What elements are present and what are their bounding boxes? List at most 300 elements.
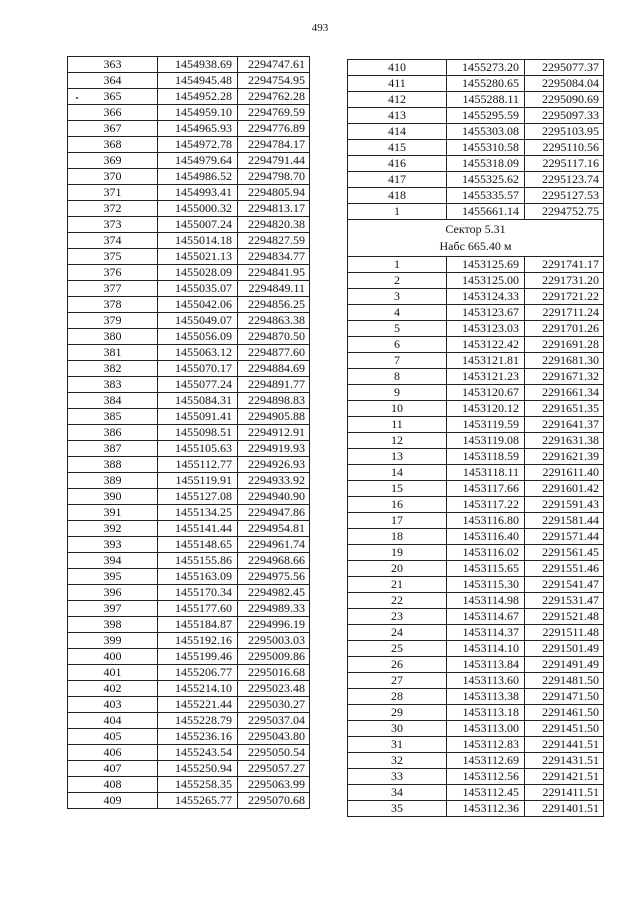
point-number-cell: 29 [348,705,447,721]
table-row [68,201,310,217]
table-row [68,121,310,137]
table-row [348,513,604,529]
x-coordinate-cell: 1453112.83 [447,737,525,753]
point-number-cell: 24 [348,625,447,641]
point-number-cell: 383 [68,377,158,393]
x-coordinate-cell: 1455265.77 [158,793,238,809]
y-coordinate-cell: 2291521.48 [525,609,604,625]
table-row [68,281,310,297]
y-coordinate-cell: 2294912.91 [238,425,310,441]
table-row [348,641,604,657]
x-coordinate-cell: 1455148.65 [158,537,238,553]
table-row [68,729,310,745]
table-row [68,633,310,649]
table-row [68,793,310,809]
y-coordinate-cell: 2294919.93 [238,441,310,457]
point-number-cell: 31 [348,737,447,753]
table-row [348,140,604,156]
point-number-cell: 9 [348,385,447,401]
point-number-cell: 418 [348,188,447,204]
y-coordinate-cell: 2294954.81 [238,521,310,537]
x-coordinate-cell: 1454945.48 [158,73,238,89]
x-coordinate-cell: 1455310.58 [447,140,525,156]
table-row [348,737,604,753]
point-number-cell: 411 [348,76,447,92]
x-coordinate-cell: 1453115.65 [447,561,525,577]
x-coordinate-cell: 1454959.10 [158,105,238,121]
x-coordinate-cell: 1453112.45 [447,785,525,801]
x-coordinate-cell: 1455155.86 [158,553,238,569]
x-coordinate-cell: 1453113.00 [447,721,525,737]
y-coordinate-cell: 2291491.49 [525,657,604,673]
table-row [68,713,310,729]
y-coordinate-cell: 2291691.28 [525,337,604,353]
x-coordinate-cell: 1455288.11 [447,92,525,108]
y-coordinate-cell: 2291621.39 [525,449,604,465]
x-coordinate-cell: 1455007.24 [158,217,238,233]
table-row [348,321,604,337]
table-row [68,249,310,265]
y-coordinate-cell: 2295084.04 [525,76,604,92]
table-row [68,89,310,105]
y-coordinate-cell: 2291611.40 [525,465,604,481]
x-coordinate-cell: 1455199.46 [158,649,238,665]
y-coordinate-cell: 2291671.32 [525,369,604,385]
y-coordinate-cell: 2295123.74 [525,172,604,188]
y-coordinate-cell: 2295023.48 [238,681,310,697]
point-number-cell: 405 [68,729,158,745]
x-coordinate-cell: 1455303.08 [447,124,525,140]
x-coordinate-cell: 1455280.65 [447,76,525,92]
x-coordinate-cell: 1454993.41 [158,185,238,201]
point-number-cell: 391 [68,505,158,521]
y-coordinate-cell: 2291571.44 [525,529,604,545]
table-row [348,609,604,625]
x-coordinate-cell: 1453113.18 [447,705,525,721]
point-number-cell: 10 [348,401,447,417]
point-number-cell: 14 [348,465,447,481]
table-row [68,649,310,665]
point-number-cell: 4 [348,305,447,321]
x-coordinate-cell: 1454938.69 [158,57,238,73]
y-coordinate-cell: 2295043.80 [238,729,310,745]
table-row [68,313,310,329]
x-coordinate-cell: 1455236.16 [158,729,238,745]
table-row [348,465,604,481]
table-row [68,473,310,489]
table-row [68,617,310,633]
y-coordinate-cell: 2291501.49 [525,641,604,657]
y-coordinate-cell: 2295097.33 [525,108,604,124]
point-number-cell: 370 [68,169,158,185]
x-coordinate-cell: 1455295.59 [447,108,525,124]
x-coordinate-cell: 1455661.14 [447,204,525,220]
x-coordinate-cell: 1453118.11 [447,465,525,481]
y-coordinate-cell: 2294870.50 [238,329,310,345]
x-coordinate-cell: 1455098.51 [158,425,238,441]
y-coordinate-cell: 2294834.77 [238,249,310,265]
y-coordinate-cell: 2291701.26 [525,321,604,337]
point-number-cell: 375 [68,249,158,265]
y-coordinate-cell: 2291561.45 [525,545,604,561]
x-coordinate-cell: 1455141.44 [158,521,238,537]
x-coordinate-cell: 1455258.35 [158,777,238,793]
table-row [68,489,310,505]
x-coordinate-cell: 1453125.00 [447,273,525,289]
point-number-cell: 409 [68,793,158,809]
point-number-cell: 22 [348,593,447,609]
point-number-cell: 35 [348,801,447,817]
y-coordinate-cell: 2295117.16 [525,156,604,172]
table-row [68,377,310,393]
table-row [68,137,310,153]
y-coordinate-cell: 2294791.44 [238,153,310,169]
point-number-cell: 32 [348,753,447,769]
point-number-cell: 416 [348,156,447,172]
table-row [68,521,310,537]
point-number-cell: 395 [68,569,158,585]
point-number-cell: 413 [348,108,447,124]
x-coordinate-cell: 1453121.81 [447,353,525,369]
point-number-cell: 382 [68,361,158,377]
point-number-cell: 381 [68,345,158,361]
x-coordinate-cell: 1453117.66 [447,481,525,497]
x-coordinate-cell: 1454972.78 [158,137,238,153]
table-row [68,345,310,361]
table-row [348,593,604,609]
point-number-cell: 13 [348,449,447,465]
point-number-cell: 415 [348,140,447,156]
point-number-cell: 34 [348,785,447,801]
table-row [68,105,310,121]
table-row [348,124,604,140]
x-coordinate-cell: 1453124.33 [447,289,525,305]
x-coordinate-cell: 1455091.41 [158,409,238,425]
point-number-cell: 379 [68,313,158,329]
x-coordinate-cell: 1453116.40 [447,529,525,545]
table-row [68,361,310,377]
point-number-cell: 367 [68,121,158,137]
y-coordinate-cell: 2295057.27 [238,761,310,777]
x-coordinate-cell: 1455163.09 [158,569,238,585]
table-row [68,393,310,409]
point-number-cell: 371 [68,185,158,201]
y-coordinate-cell: 2291551.46 [525,561,604,577]
point-number-cell: 380 [68,329,158,345]
x-coordinate-cell: 1453118.59 [447,449,525,465]
point-number-cell: 368 [68,137,158,153]
point-number-cell: 389 [68,473,158,489]
x-coordinate-cell: 1455042.06 [158,297,238,313]
point-number-cell: 374 [68,233,158,249]
table-row [68,505,310,521]
table-row [68,265,310,281]
y-coordinate-cell: 2294877.60 [238,345,310,361]
point-number-cell: 23 [348,609,447,625]
table-row [68,537,310,553]
point-number-cell: 7 [348,353,447,369]
y-coordinate-cell: 2291631.38 [525,433,604,449]
table-row [348,337,604,353]
point-number-cell: 407 [68,761,158,777]
point-number-cell: 390 [68,489,158,505]
x-coordinate-cell: 1455049.07 [158,313,238,329]
x-coordinate-cell: 1455070.17 [158,361,238,377]
point-number-cell: 18 [348,529,447,545]
point-number-cell: 2 [348,273,447,289]
table-row [68,73,310,89]
x-coordinate-cell: 1453112.56 [447,769,525,785]
table-row [348,705,604,721]
x-coordinate-cell: 1454986.52 [158,169,238,185]
point-number-cell: 408 [68,777,158,793]
x-coordinate-cell: 1455028.09 [158,265,238,281]
point-number-cell: 384 [68,393,158,409]
x-coordinate-cell: 1455325.62 [447,172,525,188]
table-row [348,401,604,417]
y-coordinate-cell: 2291451.50 [525,721,604,737]
table-row [348,529,604,545]
y-coordinate-cell: 2294762.28 [238,89,310,105]
x-coordinate-cell: 1455077.24 [158,377,238,393]
table-row [68,601,310,617]
x-coordinate-cell: 1455056.09 [158,329,238,345]
point-number-cell: 410 [348,60,447,76]
y-coordinate-cell: 2294776.89 [238,121,310,137]
point-number-cell: 27 [348,673,447,689]
y-coordinate-cell: 2294784.17 [238,137,310,153]
x-coordinate-cell: 1453123.03 [447,321,525,337]
point-number-cell: 378 [68,297,158,313]
x-coordinate-cell: 1453122.42 [447,337,525,353]
table-row [348,204,604,220]
table-row [348,481,604,497]
x-coordinate-cell: 1453114.10 [447,641,525,657]
x-coordinate-cell: 1455127.08 [158,489,238,505]
x-coordinate-cell: 1455318.09 [447,156,525,172]
x-coordinate-cell: 1455119.91 [158,473,238,489]
x-coordinate-cell: 1455000.32 [158,201,238,217]
table-row [68,441,310,457]
y-coordinate-cell: 2295070.68 [238,793,310,809]
point-number-cell: 11 [348,417,447,433]
table-row [348,156,604,172]
point-number-cell: 16 [348,497,447,513]
table-row [68,761,310,777]
y-coordinate-cell: 2291661.34 [525,385,604,401]
point-number-cell: 373 [68,217,158,233]
y-coordinate-cell: 2294856.25 [238,297,310,313]
point-number-cell: 402 [68,681,158,697]
y-coordinate-cell: 2294841.95 [238,265,310,281]
table-row [68,553,310,569]
point-number-cell: 28 [348,689,447,705]
point-number-cell: 6 [348,337,447,353]
table-row [68,409,310,425]
x-coordinate-cell: 1453112.69 [447,753,525,769]
y-coordinate-cell: 2294863.38 [238,313,310,329]
y-coordinate-cell: 2294968.66 [238,553,310,569]
table-row [68,777,310,793]
y-coordinate-cell: 2291431.51 [525,753,604,769]
table-row [348,188,604,204]
section-subtitle: Набс 665.40 м [439,239,512,253]
x-coordinate-cell: 1455192.16 [158,633,238,649]
point-number-cell: 398 [68,617,158,633]
y-coordinate-cell: 2295110.56 [525,140,604,156]
y-coordinate-cell: 2291741.17 [525,257,604,273]
table-row [348,689,604,705]
table-row [68,697,310,713]
table-row [68,745,310,761]
point-number-cell: 403 [68,697,158,713]
table-row [348,433,604,449]
table-row [348,257,604,273]
point-number-cell: 400 [68,649,158,665]
x-coordinate-cell: 1453116.80 [447,513,525,529]
table-row [348,753,604,769]
y-coordinate-cell: 2295009.86 [238,649,310,665]
point-number-cell: 396 [68,585,158,601]
point-number-cell: 1 [348,204,447,220]
y-coordinate-cell: 2294961.74 [238,537,310,553]
y-coordinate-cell: 2295030.27 [238,697,310,713]
y-coordinate-cell: 2291511.48 [525,625,604,641]
y-coordinate-cell: 2291411.51 [525,785,604,801]
table-row [68,665,310,681]
table-row [348,92,604,108]
point-number-cell: 414 [348,124,447,140]
table-row [348,721,604,737]
left-coordinate-table [67,56,310,809]
y-coordinate-cell: 2291421.51 [525,769,604,785]
y-coordinate-cell: 2294940.90 [238,489,310,505]
x-coordinate-cell: 1455035.07 [158,281,238,297]
x-coordinate-cell: 1453120.67 [447,385,525,401]
y-coordinate-cell: 2294891.77 [238,377,310,393]
x-coordinate-cell: 1455021.13 [158,249,238,265]
table-row [68,185,310,201]
y-coordinate-cell: 2295003.03 [238,633,310,649]
y-coordinate-cell: 2295127.53 [525,188,604,204]
y-coordinate-cell: 2291441.51 [525,737,604,753]
point-number-cell: 3 [348,289,447,305]
point-number-cell: 377 [68,281,158,297]
table-row [348,417,604,433]
y-coordinate-cell: 2291651.35 [525,401,604,417]
x-coordinate-cell: 1455273.20 [447,60,525,76]
point-number-cell: 5 [348,321,447,337]
point-number-cell: 30 [348,721,447,737]
y-coordinate-cell: 2294996.19 [238,617,310,633]
x-coordinate-cell: 1453121.23 [447,369,525,385]
table-row [68,217,310,233]
x-coordinate-cell: 1455221.44 [158,697,238,713]
table-row [68,233,310,249]
x-coordinate-cell: 1453113.38 [447,689,525,705]
y-coordinate-cell: 2291471.50 [525,689,604,705]
point-number-cell: 365 [68,89,158,105]
y-coordinate-cell: 2294747.61 [238,57,310,73]
table-row [348,497,604,513]
table-row [68,297,310,313]
table-row [348,60,604,76]
y-coordinate-cell: 2294813.17 [238,201,310,217]
table-row [68,681,310,697]
x-coordinate-cell: 1453125.69 [447,257,525,273]
y-coordinate-cell: 2291731.20 [525,273,604,289]
table-row [348,769,604,785]
point-number-cell: 12 [348,433,447,449]
point-number-cell: 17 [348,513,447,529]
x-coordinate-cell: 1455177.60 [158,601,238,617]
x-coordinate-cell: 1454965.93 [158,121,238,137]
table-row [68,457,310,473]
x-coordinate-cell: 1455228.79 [158,713,238,729]
y-coordinate-cell: 2295063.99 [238,777,310,793]
point-number-cell: 417 [348,172,447,188]
point-number-cell: 1 [348,257,447,273]
x-coordinate-cell: 1453123.67 [447,305,525,321]
table-row [68,57,310,73]
y-coordinate-cell: 2291711.24 [525,305,604,321]
table-row [348,449,604,465]
y-coordinate-cell: 2295016.68 [238,665,310,681]
point-number-cell: 397 [68,601,158,617]
table-row [348,625,604,641]
y-coordinate-cell: 2294926.93 [238,457,310,473]
point-number-cell: 401 [68,665,158,681]
y-coordinate-cell: 2294898.83 [238,393,310,409]
y-coordinate-cell: 2291531.47 [525,593,604,609]
x-coordinate-cell: 1455063.12 [158,345,238,361]
y-coordinate-cell: 2295037.04 [238,713,310,729]
section-header-cell [348,220,604,257]
x-coordinate-cell: 1455014.18 [158,233,238,249]
point-number-cell: 21 [348,577,447,593]
y-coordinate-cell: 2294752.75 [525,204,604,220]
point-number-cell: 25 [348,641,447,657]
x-coordinate-cell: 1455112.77 [158,457,238,473]
point-number-cell: 392 [68,521,158,537]
y-coordinate-cell: 2294805.94 [238,185,310,201]
y-coordinate-cell: 2294975.56 [238,569,310,585]
table-row [348,561,604,577]
point-number-cell: 363 [68,57,158,73]
y-coordinate-cell: 2291581.44 [525,513,604,529]
point-number-cell: 366 [68,105,158,121]
point-number-cell: 393 [68,537,158,553]
y-coordinate-cell: 2294820.38 [238,217,310,233]
point-number-cell: 364 [68,73,158,89]
x-coordinate-cell: 1453113.84 [447,657,525,673]
table-row [348,385,604,401]
x-coordinate-cell: 1455105.63 [158,441,238,457]
y-coordinate-cell: 2291681.30 [525,353,604,369]
table-row [68,169,310,185]
x-coordinate-cell: 1453112.36 [447,801,525,817]
y-coordinate-cell: 2295090.69 [525,92,604,108]
table-row [348,289,604,305]
table-row [348,273,604,289]
table-row [348,801,604,817]
y-coordinate-cell: 2294982.45 [238,585,310,601]
x-coordinate-cell: 1455170.34 [158,585,238,601]
y-coordinate-cell: 2295050.54 [238,745,310,761]
y-coordinate-cell: 2295077.37 [525,60,604,76]
point-number-cell: 369 [68,153,158,169]
y-coordinate-cell: 2294905.88 [238,409,310,425]
